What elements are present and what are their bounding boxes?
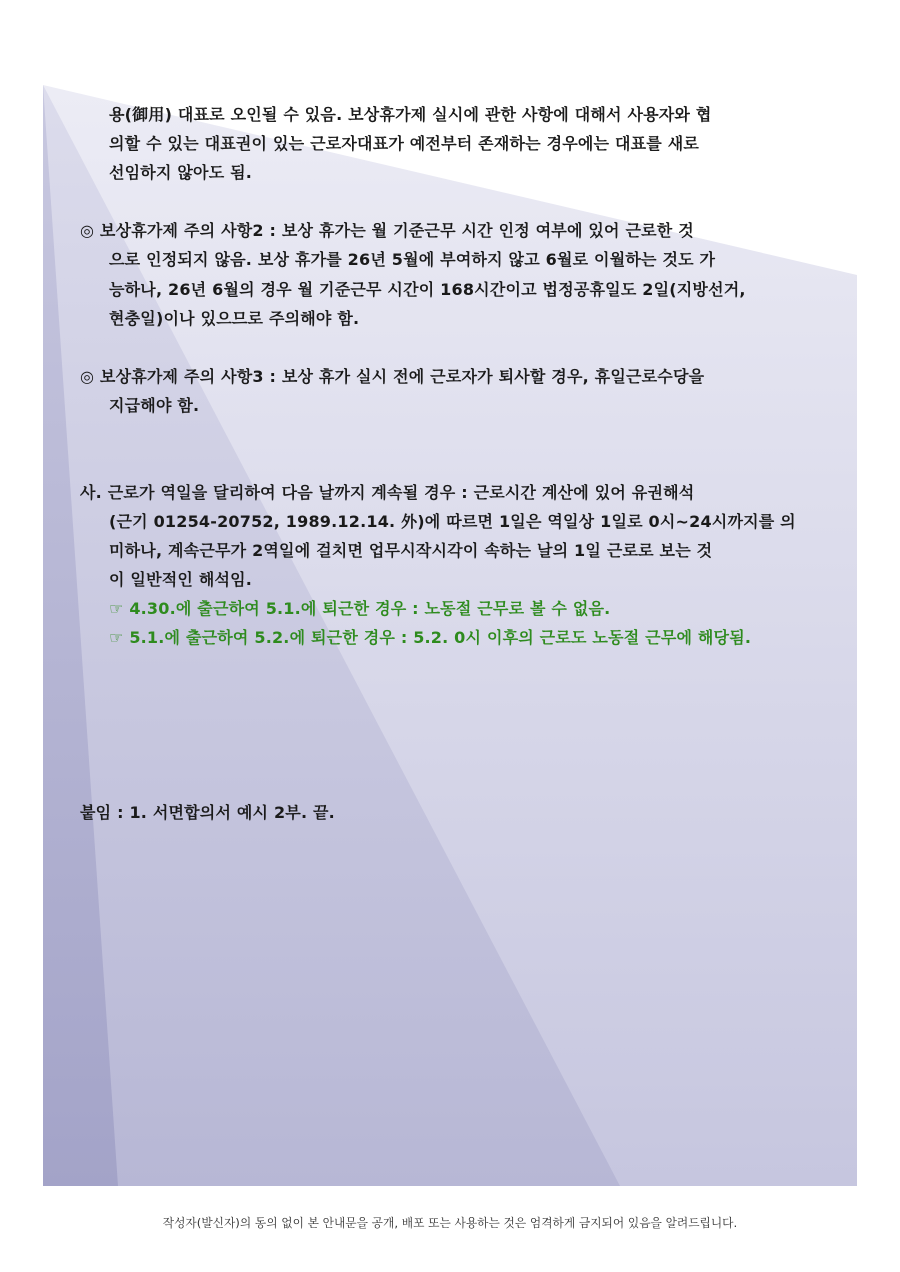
footer-notice: 작성자(발신자)의 동의 없이 본 안내문을 공개, 배포 또는 사용하는 것은 엄격하게 금지되어 있음을 알려드립니다. bbox=[162, 1216, 738, 1230]
section-sa-line: 이 일반적인 해석임. bbox=[109, 570, 253, 589]
paragraph-line: 선임하지 않아도 됨. bbox=[109, 163, 253, 182]
paragraph-line: 용(御用) 대표로 오인될 수 있음. 보상휴가제 실시에 관한 사항에 대해서 사용자와 협 bbox=[109, 105, 712, 124]
caution2-line: 현충일)이나 있으므로 주의해야 함. bbox=[109, 309, 360, 328]
caution2-line: 으로 인정되지 않음. 보상 휴가를 26년 5월에 부여하지 않고 6월로 이월하는 것도 가 bbox=[109, 250, 716, 269]
caution3-line: ◎ 보상휴가제 주의 사항3 : 보상 휴가 실시 전에 근로자가 퇴사할 경우, 휴일근로수당을 bbox=[80, 367, 705, 386]
example-note-2: ☞ 5.1.에 출근하여 5.2.에 퇴근한 경우 : 5.2. 0시 이후의 근로도 노동절 근무에 해당됨. bbox=[109, 628, 752, 647]
section-sa-line: 사. 근로가 역일을 달리하여 다음 날까지 계속될 경우 : 근로시간 계산에 있어 유권해석 bbox=[80, 483, 695, 502]
section-sa-line: 미하나, 계속근무가 2역일에 걸치면 업무시작시각이 속하는 날의 1일 근로로 보는 것 bbox=[109, 541, 713, 560]
caution2-line: 능하나, 26년 6월의 경우 월 기준근무 시간이 168시간이고 법정공휴일도 2일(지방선거, bbox=[109, 280, 746, 299]
caution2-line: ◎ 보상휴가제 주의 사항2 : 보상 휴가는 월 기준근무 시간 인정 여부에 있어 근로한 것 bbox=[80, 221, 694, 240]
section-sa-line: (근기 01254-20752, 1989.12.14. 外)에 따르면 1일은 역일상 1일로 0시~24시까지를 의 bbox=[109, 512, 796, 531]
attachment-line: 붙임 : 1. 서면합의서 예시 2부. 끝. bbox=[80, 803, 335, 822]
caution3-line: 지급해야 함. bbox=[109, 396, 200, 415]
paragraph-line: 의할 수 있는 대표권이 있는 근로자대표가 예전부터 존재하는 경우에는 대표를 새로 bbox=[109, 134, 700, 153]
example-note-1: ☞ 4.30.에 출근하여 5.1.에 퇴근한 경우 : 노동절 근무로 볼 수 없음. bbox=[109, 599, 611, 618]
